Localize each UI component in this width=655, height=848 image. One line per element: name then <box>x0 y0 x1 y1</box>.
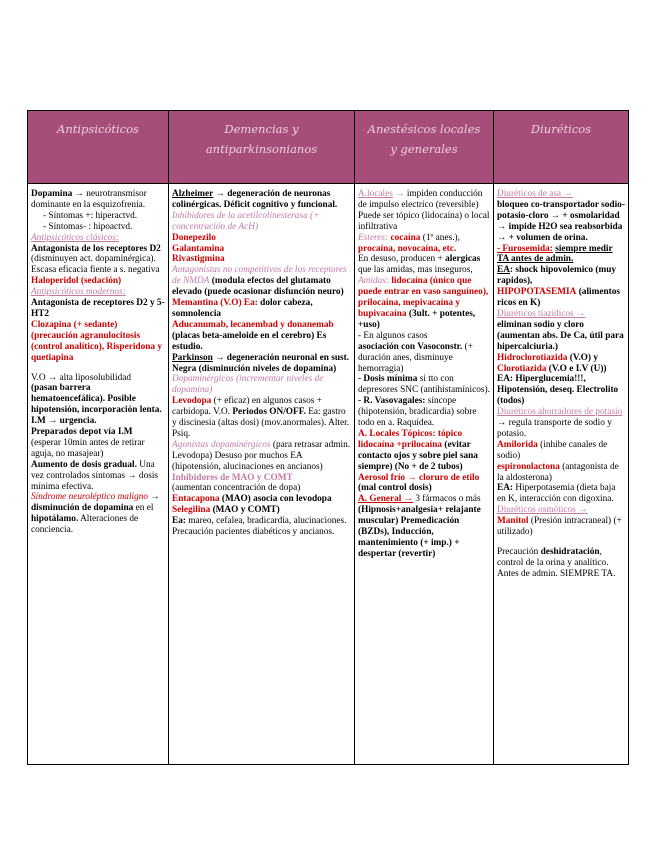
aducanumab-block: Aducanumab, lecanembad y donanemab (placas beta-ameloide en el cerebro) Es estudio. <box>172 319 334 352</box>
galantamina: Galantamina <box>172 243 225 254</box>
aumento-block: Aumento de dosis gradual. Una vez controlados síntomas → dosis mínima efectiva. <box>31 459 159 492</box>
dosis-block: - Dosis mínima si tto con depresores SNC (antihistamínicos). <box>358 374 490 396</box>
header-diureticos: Diuréticos <box>530 122 592 136</box>
clasicos-desc: (disminuyen act. dopaminérgica). Escasa eficacia fiente a s. negativa <box>31 254 160 276</box>
clasicos-def: Antagonista de los receptores D2 <box>31 243 161 254</box>
selegilina-block: Selegilina (MAO y COMT) <box>172 505 280 516</box>
esteres-block: Esteres: cocaína (1º anes.), procaína, novocaína, etc. <box>358 232 460 254</box>
header-antipsicoticos: Antipsicóticos <box>28 111 169 183</box>
vasovagales-block: - R. Vasovagales: síncope (hipotensión, bradicardia) sobre todo en a. Raquídea. <box>358 396 477 429</box>
ea-block: Ea: mareo, cefalea, bradicardia, alucinaciones. Precaución pacientes diabéticos y ancianos. <box>172 516 347 538</box>
asociacion-block: asociación con Vasoconstr. (+ duración anes, disminuye hemorragia) <box>358 341 473 374</box>
col-antipsicoticos <box>28 184 169 764</box>
col-demencias <box>169 184 355 764</box>
alzheimer-block: Alzheimer → degeneración de neuronas colinérgicas. Déficit cognitivo y funcional. <box>172 189 338 210</box>
tiaz-desc: eliminan sodio y cloro (aumentan abs. De Ca, útil para hipercalciuria.) <box>497 319 624 352</box>
aerosol-block: Aerosol frío → cloruro de etilo (mal control dosis) <box>358 472 480 494</box>
im-text: I.M → urgencia. <box>31 416 97 427</box>
dopamina-block: Dopamina → neurotransmisor dominante en la esquizofrenia. <box>31 189 147 210</box>
sintomas-negativos: - Síntomas- : hipoactvd. <box>43 221 133 232</box>
topicos-block: A. Locales Tópicos: tópico lidocaína +prilocaína (evitar contacto ojos y sobre piel sana siempre) (No + de 2 tubos) <box>358 428 478 472</box>
col-anestesicos <box>355 184 494 764</box>
mao-heading: Inhibidores de MAO y COMT <box>172 472 293 483</box>
alocales-block: A.locales → impiden conducción de impulso electrico (reversible) Puede ser tópico (lidocaína) o local infiltrativa <box>358 189 490 232</box>
table-header-row <box>28 111 628 184</box>
general-block: A. General → 3 fármacos o más (Hipnosis+analgesia+ relajante muscular) Premedicación (BZDs), Inducción, mantenimiento (+ imp.) + despertar (revertir) <box>358 494 481 559</box>
rivastigmina: Rivastigmina <box>172 254 225 265</box>
vo-text: V.O → alta liposolubilidad <box>31 372 132 383</box>
furosemida-block: - Furosemida: siempre medir TA antes de admin. <box>497 243 613 265</box>
vo-detail: (pasan barrera hematoencefálica). Posible hipotensión, incorporación lenta. <box>31 383 162 416</box>
header-anestesicos: Anestésicos locales y generales <box>355 111 494 183</box>
header-demencias: Demencias y antiparkinsonianos <box>169 111 355 183</box>
clasicos-heading: Antipsicóticos clásicos: <box>31 232 120 243</box>
dopa-heading: Dopaminérgicos (incrementar niveles de dopamina) <box>172 374 324 396</box>
hidro-block: Hidroclorotiazida (V.O) y Clorotiazida (V.O e I.V (U)) <box>497 352 607 374</box>
agonistas-block: Agonistas dopaminérgicos (para retrasar admin. Levodopa) Desuso por muchos EA (hipotensión, alucinaciones en ancianos) <box>172 439 351 472</box>
antag-block: Antagonistas no competitivos de los receptores de NMDA (modula efectos del glutamato elevado (puede ocasionar disfunción neuro) <box>172 265 347 298</box>
inhibidores-heading: Inhibidores de la acetilcolinesterasa (+ concentración de AcH) <box>172 210 320 232</box>
table-body-row <box>28 184 628 764</box>
ea3-block: EA: Hiperpotasemia (dieta baja en K, interacción con digoxina. <box>497 483 616 505</box>
parkinson-block: Parkinson → degeneración neuronal en sust. Negra (disminución niveles de dopamina) <box>172 352 350 374</box>
entacapona-block: Entacapona (MAO) asocia con levodopa <box>172 494 332 505</box>
clozapina: Clozapina (+ sedante) (precaución agranulocitosis (control analítico), Risperidona y quetiapina <box>31 319 163 363</box>
sintomas-positivos: - Síntomas +: hiperactvd. <box>43 210 138 221</box>
modernos-heading: Antipsicóticos modernos: <box>31 287 126 298</box>
preparados: Preparados depot vía I.M <box>31 427 133 438</box>
hipopo-block: HIPOPOTASEMIA (alimentos ricos en K) <box>497 287 621 309</box>
tiaz-heading: Diuréticos tiazídicos → <box>497 308 586 319</box>
sindrome-block: Síndrome neuroléptico maligno → disminución de dopamina en el hipotálamo. Alteraciones de conciencia. <box>31 492 160 536</box>
donepezilo: Donepezilo <box>172 232 216 243</box>
ea2: EA: Hiperglucemia!!!, Hipotensión, deseq. Electrolito (todos) <box>497 374 619 407</box>
casos: - En algunos casos <box>358 330 428 341</box>
desuso-block: En desuso, producen + alergicas que las amidas, mas inseguros, <box>358 254 481 276</box>
preparados-desc: (esperar 10min antes de retirar aguja, no masajear) <box>31 437 145 459</box>
summary-table <box>27 110 629 765</box>
asa-heading: Diuréticos de asa → <box>497 189 573 199</box>
amilorida-block: Amilorida (inhibe canales de sodio) <box>497 439 608 461</box>
haloperidol: Haloperidol (sedación) <box>31 276 122 287</box>
asa-desc: bloqueo co-transportador sodio-potasio-cloro → + osmolaridad → impide H2O sea reabsorbida → + volumen de orina. <box>497 199 625 243</box>
ahorr-heading: Diuréticos ahorradores de potasio <box>497 407 623 418</box>
manitol-block: Manitol (Presión intracraneal) (+ utilizado) <box>497 516 622 538</box>
modernos-def: Antagonista de receptores D2 y 5-HT2 <box>31 298 165 319</box>
precaucion-block: Precaución deshidratación, control de la orina y analítico. Antes de admin. SIEMPRE TA. <box>497 547 616 579</box>
amidas-block: Amidas: lidocaína (único que puede entrar en vaso sanguíneo), prilocaína, mepivacaína y bupivacaína (3ult. + potentes, +uso) <box>358 276 489 330</box>
levodopa-block: Levodopa (+ eficaz) en algunos casos + carbidopa. V.O. Periodos ON/OFF. Ea: gastro y discinesia (altas dosi) (mov.anormales). Alter. Psiq. <box>172 396 350 439</box>
ahorr-desc: → regula transporte de sodio y potasio. <box>497 418 612 439</box>
osm-heading: Diuréticos osmóticos → <box>497 505 588 516</box>
espiro-block: espironolactona (antagonista de la aldosterona) <box>497 461 619 483</box>
ea1-block: EA: shock hipovolemico (muy rapidos), <box>497 265 617 287</box>
mao-desc: (aumentan concentración de dopa) <box>172 483 301 494</box>
memantina-block: Memantina (V.O) Ea: dolor cabeza, somnolencia <box>172 298 313 319</box>
col-diureticos <box>494 184 628 764</box>
